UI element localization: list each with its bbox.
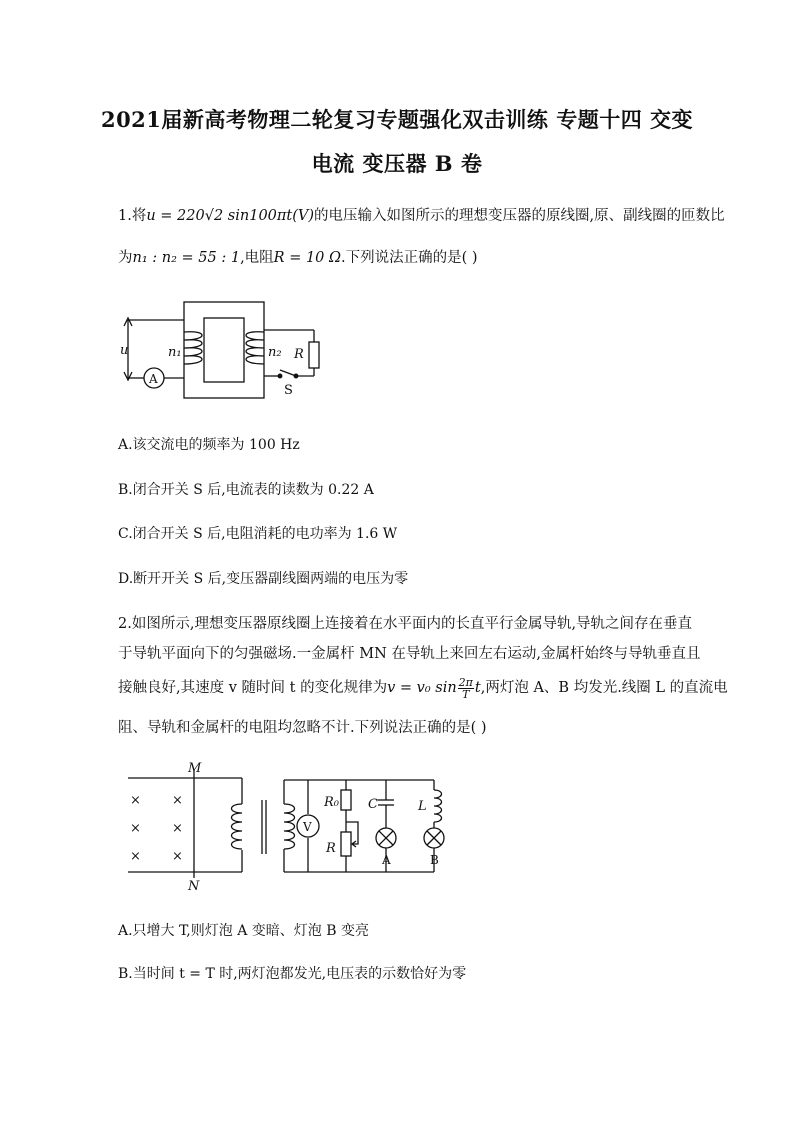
q2-label-L: L — [418, 799, 427, 814]
q2-circuit-figure — [118, 760, 458, 892]
q1-turns-ratio: n₁ : n₂ = 55 : 1 — [132, 250, 241, 266]
q1-label-S: S — [284, 383, 293, 398]
cross-mark: × — [172, 793, 183, 808]
q1-option-c: C.闭合开关 S 后,电阻消耗的电功率为 1.6 W — [118, 526, 398, 542]
q1-stem-line-2: 为n₁ : n₂ = 55 : 1,电阻R = 10 Ω.下列说法正确的是( ) — [118, 250, 478, 266]
q1-ammeter-label: A — [149, 372, 158, 386]
title-line-1: 2021届新高考物理二轮复习专题强化双击训练 专题十四 交变 — [100, 107, 694, 132]
q2-lamp-A-label: A — [382, 853, 391, 867]
cross-mark: × — [172, 849, 183, 864]
q2-stem-line-2: 于导轨平面向下的匀强磁场.一金属杆 MN 在导轨上来回左右运动,金属杆始终与导轨垂直且 — [118, 646, 701, 662]
cross-mark: × — [130, 793, 141, 808]
q2-stem-line-4: 阻、导轨和金属杆的电阻均忽略不计.下列说法正确的是( ) — [118, 720, 487, 736]
cross-mark: × — [172, 821, 183, 836]
q1-label-u: u — [120, 343, 129, 358]
q1-option-d: D.断开开关 S 后,变压器副线圈两端的电压为零 — [118, 571, 409, 587]
q2-label-C: C — [368, 797, 378, 812]
q2-voltmeter-label: V — [303, 820, 312, 834]
q1-label-n1: n₁ — [168, 345, 182, 360]
q2-fraction: $\frac{2\pi}{T}$ — [458, 675, 473, 701]
q2-label-R0: R₀ — [324, 795, 339, 810]
q2-label-M: M — [188, 761, 202, 776]
cross-mark: × — [130, 821, 141, 836]
title-line-2: 电流 变压器 B 卷 — [311, 151, 483, 176]
q1-option-a: A.该交流电的频率为 100 Hz — [118, 437, 300, 453]
q2-option-b: B.当时间 t = T 时,两灯泡都发光,电压表的示数恰好为零 — [118, 966, 467, 982]
q1-transformer-figure — [118, 296, 338, 406]
q1-stem-line-1: 1.将u = 220√2 sin100πt(V)的电压输入如图所示的理想变压器的原线圈,原、副线圈的匝数比 — [118, 208, 725, 224]
q1-voltage-formula: u = 220√2 sin100πt(V) — [146, 208, 315, 224]
q2-stem-line-1: 2.如图所示,理想变压器原线圈上连接着在水平面内的长直平行金属导轨,导轨之间存在垂直 — [118, 616, 693, 632]
q1-label-n2: n₂ — [268, 345, 282, 360]
q2-lamp-B-label: B — [430, 853, 439, 867]
q2-stem-line-3: 接触良好,其速度 v 随时间 t 的变化规律为v = v₀ sin $\frac{2\pi}{T}$ t,两灯泡 A、B 均发光.线圈 L 的直流电 — [118, 675, 728, 701]
q2-option-a: A.只增大 T,则灯泡 A 变暗、灯泡 B 变亮 — [118, 923, 369, 939]
q1-option-b: B.闭合开关 S 后,电流表的读数为 0.22 A — [118, 482, 374, 498]
q2-label-R: R — [326, 841, 336, 856]
q1-resistance: R = 10 Ω — [273, 250, 342, 266]
q2-velocity-formula: v = v₀ sin — [387, 680, 457, 696]
q2-label-N: N — [188, 879, 200, 892]
cross-mark: × — [130, 849, 141, 864]
q1-label-R: R — [294, 347, 304, 362]
